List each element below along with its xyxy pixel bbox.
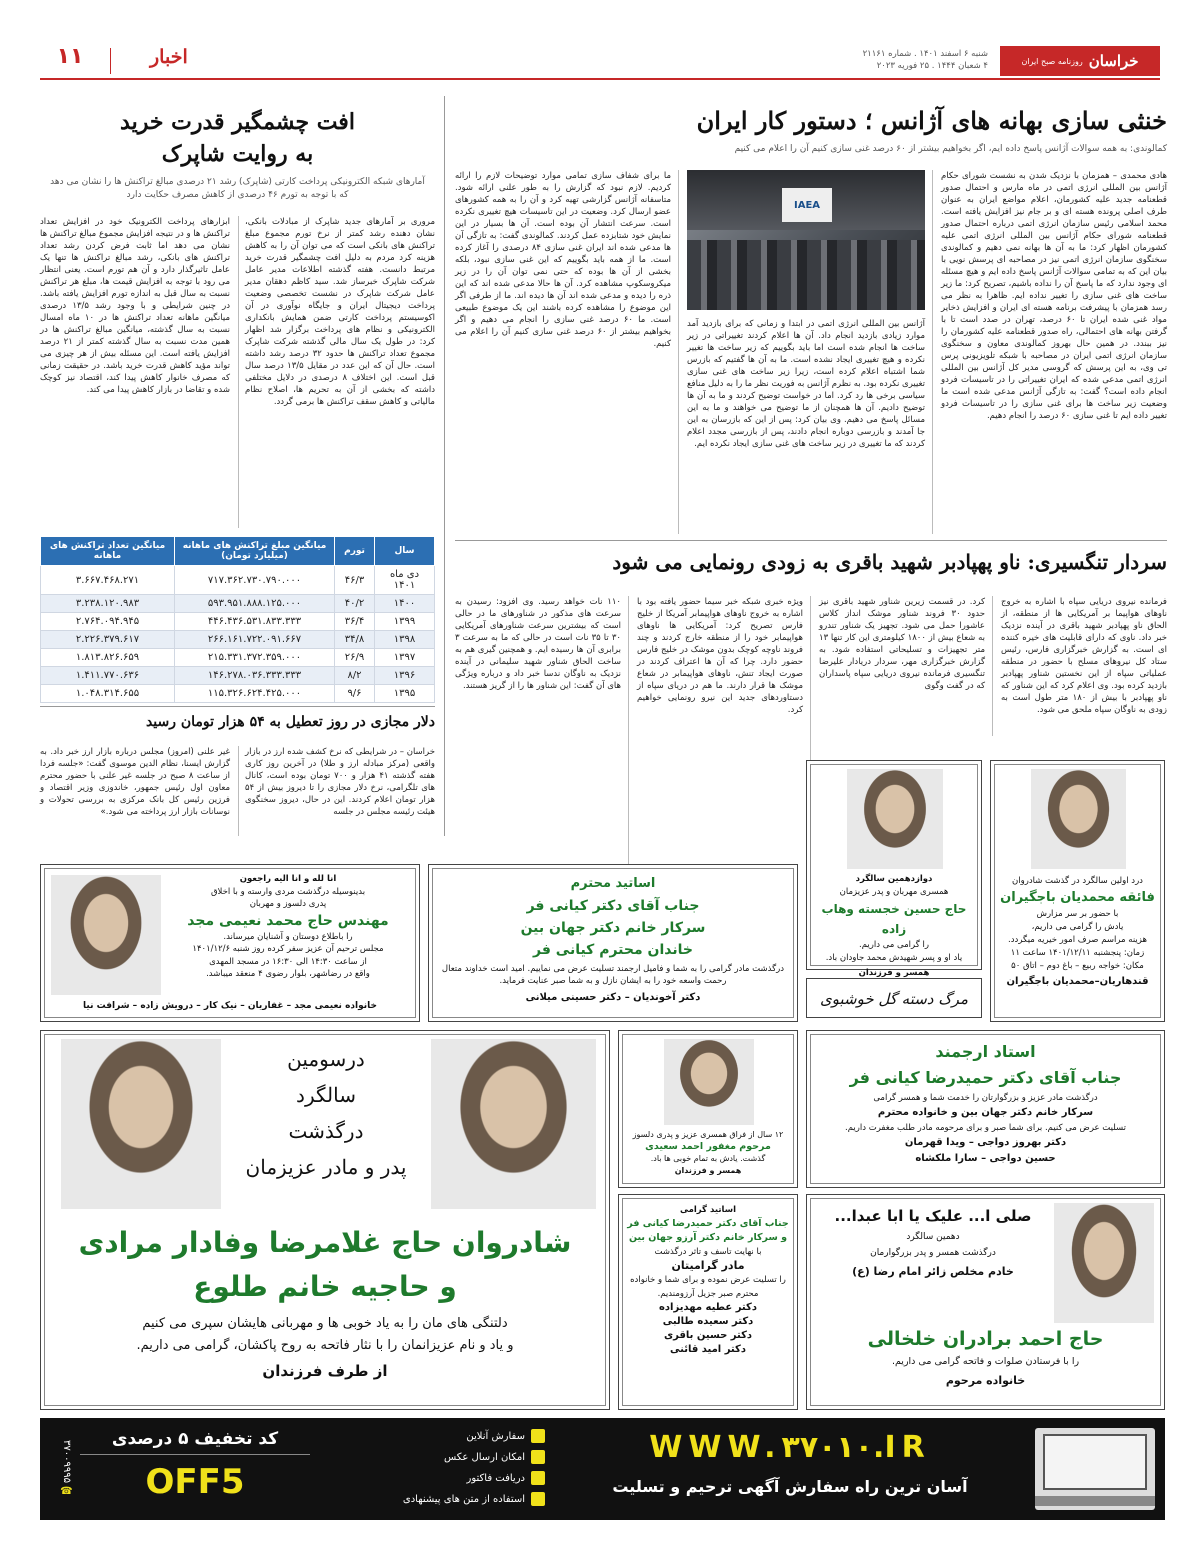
camera-icon	[531, 1450, 545, 1464]
portrait-photo	[847, 769, 943, 869]
portrait-photo	[431, 1039, 596, 1209]
notice-heading: استاد ارجمند	[935, 1042, 1036, 1061]
table-cell: ۴۶/۳	[335, 566, 375, 595]
notice-heading: اساتید گرامی	[679, 1205, 736, 1215]
phone-icon: ☎	[61, 1486, 72, 1498]
portrait-photo	[61, 1039, 221, 1209]
notice-name: مهندس حاج محمد نعیمی مجد	[187, 912, 389, 929]
notice-heading: اساتید محترم	[570, 876, 656, 891]
notice-text: درگذشت	[288, 1119, 364, 1143]
table-cell: ۱.۰۴۸.۳۱۴.۶۵۵	[41, 685, 175, 703]
anniversary-notice	[40, 1030, 610, 1410]
table-row	[41, 631, 435, 649]
table-cell: ۱۱۵.۳۲۶.۶۲۴.۴۲۵.۰۰۰	[175, 685, 335, 703]
table-cell: ۲.۲۲۶.۳۷۹.۶۱۷	[41, 631, 175, 649]
notice-name: و حاجیه خانم طلوع	[193, 1270, 457, 1303]
article-column: هادی محمدی – همزمان با نزدیک شدن به نشست شورای حکام آژانس بین المللی انرژی اتمی در ماه مارس و احتمال صدور قطعنامه جدید علیه کشورمان، اعلام مواضع ایران به عنوان طرف اصلی پرونده هسته ای و بر جام نیز افزایش یافته است. محمد اسلامی رئیس سازمان انرژی اتمی درباره احتمال صدور قطعنامه شورای حکام آژانس بین المللی انرژی اتمی علیه کشورمان اظهار کرد: ما به آن ها بهانه نمی دهیم و کمالوندی سخنگوی سازمان انرژی اتمی نیز در مصاحبه ای پرسش نویی با بیان این که به تمامی سوالات آژانس پاسخ داده ایم و هیچ مسئله ای وجود ندارد که ما پاسخ آن را نداده باشیم، تصریح کرد: ما زیر ساخت های غنی سازی را تغییر نداده ایم. ظاهرا به نظر می رسد همزمان با پیشرفت برنامه هسته ای ایران و افزایش ذخایر مواد غنی شده ایران تا ۶۰ درصد، تهران در صدد است تا با گرفتن بهانه های احتمالی، راه صدور قطعنامه علیه کشورمان را نیز ببندد. در همین حال بهروز کمالوندی معاون و سخنگوی سازمان انرژی اتمی ایران در مصاحبه با شبکه تلویزیونی پرس تی وی، به این پرسش که گروسی مدیر کل آژانس بین المللی انرژی اتمی مدعی شده که ایران تغییراتی را در تاسیسات فردو انجام داده است؟ گفت: به تازگی آژانس مدعی شده است ما وضعیت زیر ساخت ها برای غنی سازی را در تاسیسات فردو تغییر داده ایم تا غنی سازی ۶۰ درصد را انجام دهیم.	[941, 171, 1167, 421]
table-cell: ۳۶/۴	[335, 613, 375, 631]
stats-table-container	[40, 536, 435, 703]
table-cell: ۱۳۹۹	[375, 613, 435, 631]
table-cell: ۳.۶۶۷.۴۶۸.۲۷۱	[41, 566, 175, 595]
notice-text: زمان: پنجشنبه ۱۴۰۱/۱۲/۱۱ ساعت ۱۱	[1010, 948, 1145, 958]
article-title: سردار تنگسیری: ناو پهپادبر شهید باقری به زودی رونمایی می شود	[612, 550, 1167, 574]
table-cell: ۲۱۵.۳۳۱.۳۷۲.۳۵۹.۰۰۰	[175, 649, 335, 667]
table-cell: ۱۳۹۸	[375, 631, 435, 649]
issue-date-line2: ۴ شعبان ۱۴۴۴ . ۲۵ فوریه ۲۰۲۳	[876, 61, 988, 71]
notice-signature: خانواده نعیمی مجد – غفاریان – نیک کار – درویش زاده – شرافت نیا	[83, 1001, 377, 1011]
notice-text: سرکار خانم دکتر جهان بین و خانواده محترم	[877, 1107, 1094, 1118]
article-column: مروری بر آمارهای جدید شاپرک از مبادلات بانکی، نشان دهنده رشد کمتر از نرخ تورم مجموع مبلغ تراکنش های بانکی است که می توان آن را به کاهش هزینه کرد مردم به دلیل افت چشمگیر قدرت خرید مرتبط دانست. هفته گذشته اطلاعات مدیر عامل شرکت شاپرک خبرساز شد. سید کاظم دهقان مدیر عامل شرکت شاپرک در نشست تخصصی وضعیت پرداخت دیجیتال ایران و جایگاه نوآوری در آن اکوسیستم پرداخت کارتی ضمن همایش بانکداری الکترونیکی و نظام های پرداخت برگزار شد اظهار کرد: در طول یک سال مالی گذشته شرکت شاپرک مجموع تعداد تراکنش ها حدود ۳۲ درصد رشد داشته است. حال آن که این عدد در مقایل ۱۳/۵ درصد سال قبل است. این اختلاف ۸ درصدی در دلایل مختلفی داشته که بخشی از آن به تحریم ها، اصلاح نظام مالیاتی و کاهش سقف تراکنش ها برمی گردد.	[245, 217, 435, 407]
ad-tagline: آسان ترین راه سفارش آگهی ترحیم و تسلیت	[612, 1477, 968, 1496]
notice-signature: همسر و فرزندان	[674, 1166, 742, 1175]
table-cell: ۱.۸۱۳.۸۲۶.۶۵۹	[41, 649, 175, 667]
notice-text: تسلیت عرض می کنیم. برای شما صبر و برای مرحومه مادر طلب مغفرت داریم.	[845, 1123, 1126, 1133]
notice-text: پدری دلسوز و مهربان	[249, 899, 327, 909]
calligraphy-text: مرگ دسته گل خوشبوی	[806, 978, 982, 1018]
notice-signature: از طرف فرزندان	[262, 1362, 388, 1380]
notice-heading: صلی ا... علیک یا ابا عبدا...	[834, 1207, 1032, 1225]
notice-text: و یاد و نام عزیزانمان را با نثار فاتحه به روح پاکشان، گرامی می داریم.	[136, 1338, 514, 1353]
notice-text: مجلس ترحیم آن عزیز سفر کرده روز شنبه ۱۴۰۱/۱۲/۶	[192, 944, 384, 954]
table-cell: ۱۳۹۵	[375, 685, 435, 703]
article-title: دلار مجازی در روز تعطیل به ۵۴ هزار تومان رسید	[145, 714, 435, 730]
notice-text: پدر و مادر عزیزمان	[245, 1155, 407, 1179]
notice-text: را گرامی می داریم.	[859, 940, 929, 950]
table-row	[41, 566, 435, 595]
notice-name: حاج احمد برادران خلخالی	[867, 1328, 1104, 1350]
article-column: فرمانده نیروی دریایی سپاه با اشاره به خروج ناوهای هواپیما بر آمریکایی ها از منطقه، از الحاق ناو پهپادبر شهید باقری در آینده نزدیک خبر داد. ناوی که دارای قابلیت های خیره کننده ای است. به گزارش خبرگزاری فارس، رئیس ستاد کل نیروهای مسلح با حضور در منطقه عملیاتی سپاه از این نخستین شناور پهپادبر بازدید کرده بود. وی اعلام کرد که این شناور که ناو پهپادبر با بیش از ۱۸۰ متر طول است به زودی به ناوگان سپاه ملحق می شود.	[1001, 597, 1168, 715]
discount-box	[80, 1424, 310, 1514]
notice-text: دهمین سالگرد	[906, 1232, 960, 1242]
table-header: تورم	[335, 537, 375, 566]
notice-text: دوازدهمین سالگرد	[855, 874, 933, 884]
table-cell: ۲۶/۹	[335, 649, 375, 667]
brand-logo	[1000, 46, 1160, 76]
table-cell: ۱۴۶.۲۷۸.۰۳۶.۳۳۳.۳۳۳	[175, 667, 335, 685]
notice-name: فائقه محمدیان باجگیران	[1000, 890, 1155, 905]
notice-text: درگذشت همسر و پدر بزرگوارمان	[870, 1248, 996, 1258]
notice-text: درگذشت مادر گرامی را به شما و فامیل ارجمند تسلیت عرض می نماییم. امید است خداوند متعال رحمت واسعه خود را به ایشان نازل و به شما صبر عنایت فرماید.	[441, 964, 785, 986]
ad-feature-label: استفاده از متن های پیشنهادی	[402, 1494, 525, 1505]
notice-text: خادم مخلص زائر امام رضا (ع)	[852, 1265, 1014, 1278]
table-header: سال	[375, 537, 435, 566]
article-title	[40, 106, 435, 170]
ad-phone[interactable]	[46, 1426, 72, 1512]
portrait-photo	[1054, 1203, 1154, 1323]
ad-feature-item	[375, 1489, 545, 1510]
ad-phone-number: ۳۷۰۰۹۹۹۵	[61, 1440, 72, 1484]
notice-text: یادش را گرامی می داریم،	[1031, 922, 1124, 932]
article-column: آژانس بین المللی انرژی اتمی در ابتدا و زمانی که برای بازدید آمد موارد زیادی بازدید انجام داد. آن ها اعلام کردند تغییراتی در زیر ساخت ها انجام شده است اما باید بگوییم که زیر ساخت ها تغییر نکرده و هیچ تغییری ایجاد نشده است. ما به آن ها گفتیم که بازرس شما اشتباه اعلام کرده است، زیرا زیر ساخت های غنی سازی تغییری نکرده بود. به نظرم آژانس به فوریت نظر ما را به دلیل منافع سیاسی برخی ها رد کرد. اما در خواست توضیح کردند و ما به آن ها توضیح دادیم. آن ها همچنان از ما توضیح می خواهند و ما به این مسائل پاسخ می دهیم. وی بیان کرد: پس از این که بازرسان به این جا آمدند و بازرسی دوباره انجام دادند، پس از بازرسی مجدد اعلام کردند که ما تغییری در زیر ساخت های غنی سازی ایجاد نکرده ایم.	[687, 319, 925, 449]
notice-text: درگذشت مادر عزیز و بزرگوارتان را خدمت شما و همسر گرامی	[873, 1093, 1098, 1103]
ad-feature-label: سفارش آنلاین	[466, 1431, 525, 1442]
portrait-photo	[51, 875, 161, 995]
notice-text: مادر گرامیتان	[671, 1259, 745, 1272]
table-row	[41, 595, 435, 613]
notice-text: یاد او و پسر شهیدش محمد جاودان باد.	[825, 953, 963, 963]
condolence-notice	[990, 760, 1165, 1022]
notice-text: با نهایت تاسف و تاثر درگذشت	[654, 1247, 762, 1257]
notice-name: سرکار خانم دکتر جهان بین	[520, 920, 706, 936]
table-cell: ۱۳۹۷	[375, 649, 435, 667]
iaea-logo: IAEA	[782, 188, 832, 222]
discount-title: کد تخفیف ۵ درصدی	[80, 1424, 310, 1455]
table-row	[41, 649, 435, 667]
notice-text: دلتنگی های مان را به یاد خوبی ها و مهربانی هایشان سپری می کنیم	[142, 1316, 508, 1331]
notice-text: را با فرستادن صلوات و فاتحه گرامی می داریم.	[891, 1356, 1080, 1367]
cart-icon	[531, 1429, 545, 1443]
article-column: کرد. در قسمت زیرین شناور شهید باقری نیز حدود ۳۰ فروند شناور موشک انداز کلاس عاشورا حمل می شود. تجهیز یک شناور تندرو به شعاع بیش از ۱۸۰۰ کیلومتری این کار تنها ۱۳ متر تجهیزات و تسلیحاتی استفاده شود. به گزارش خبرگزاری مهر، سردار دریادار علیرضا تنگسیری فرمانده نیروی دریایی سپاه پاسداران که در گفت وگوی	[819, 597, 985, 691]
table-cell: ۸/۲	[335, 667, 375, 685]
article-column: غیر علنی (امروز) مجلس درباره بازار ارز خبر داد. به گزارش ایسنا، نظام الدین موسوی گفت: «جلسه فردا از ساعت ۸ صبح در جلسه غیر علنی با حضور محترم معاون اول رئیس جمهور، خاندوزی وزیر اقتصاد و فرزین رئیس کل بانک مرکزی به بررسی تحولات و نوسانات بازار ارز پرداخته می شود.»	[40, 747, 230, 817]
notice-text: را تسلیت عرض نموده و برای شما و خانواده محترم صبر جزیل آرزومندیم.	[630, 1275, 786, 1299]
table-cell: ۳۴/۸	[335, 631, 375, 649]
notice-text: درسومین	[287, 1047, 365, 1071]
article-column: خراسان – در شرایطی که نرخ کشف شده ارز در بازار واقعی (مرکز مبادله ارز و طلا) در آخرین روز کاری هفته گذشته ۴۱ هزار و ۷۰۰ تومان بوده است، کانال های تلگرامی، نرخ دلار مجازی را تا دیروز بیش از ۵۴ هزار تومان اعلام کردند. این در حال، دیروز سخنگوی هیئت رئیسه مجلس در جلسه	[245, 747, 435, 817]
notice-name: و سرکار خانم دکتر آرزو جهان بین	[628, 1232, 788, 1243]
article-column: ویژه خبری شبکه خبر سیما حضور یافته بود با اشاره به خروج ناوهای هواپیمابر آمریکا از خلیج فارس تصریح کرد: آمریکایی ها ناوهای هواپیمابر خود را از منطقه خارج کردند و چند فروند ناوچه کوچک بدون موشک در خلیج فارس حضور دارد. چرا که آن ها اعتراف کردند در صورت ایجاد تنش، ناوهای هواپیمابر در شعاع موشک ها قرار دارند. ما هم در دریای سپاه از دستاوردهای جدید این نیرو رونمایی خواهیم کرد.	[637, 597, 803, 715]
condolence-notice	[428, 864, 798, 1022]
table-cell: ۱.۴۱۱.۷۷۰.۶۳۶	[41, 667, 175, 685]
table-row	[41, 685, 435, 703]
invoice-icon	[531, 1471, 545, 1485]
notice-text: بدینوسیله درگذشت مردی وارسته و با اخلاق	[210, 886, 366, 897]
notice-text: هزینه مراسم صرف امور خیریه میگردد.	[1008, 935, 1147, 945]
anniversary-notice	[806, 1194, 1165, 1410]
section-label: اخبار	[150, 46, 188, 68]
notice-signature: حسین دواجی – سارا ملکشاه	[915, 1153, 1056, 1164]
notice-name: حاج حسین خجسته وهاب زاده	[821, 902, 967, 936]
discount-code: OFF5	[145, 1462, 245, 1502]
notice-text: درد اولین سالگرد در گذشت شادروان	[1012, 876, 1143, 886]
notice-signature: دکتر عطیه مهدیزاده	[659, 1302, 757, 1313]
ad-feature-item	[375, 1447, 545, 1468]
notice-name: خاندان محترم کیانی فر	[533, 942, 693, 958]
condolence-notice	[806, 760, 982, 978]
table-cell: ۵۹۳.۹۵۱.۸۸۸.۱۲۵.۰۰۰	[175, 595, 335, 613]
brand-subtitle: روزنامه صبح ایران	[1021, 56, 1083, 66]
brand-name: خراسان	[1088, 52, 1139, 70]
notice-text: گذشت. یادش به تمام خوبی ها باد.	[650, 1154, 766, 1163]
notice-text: مکان: خواجه ربیع – باغ دوم – اتاق ۵۰	[1011, 961, 1144, 971]
condolence-notice	[618, 1194, 798, 1410]
notice-text: از ساعت ۱۴:۳۰ الی ۱۶:۳۰ در مسجد المهدی	[209, 956, 367, 967]
notice-signature: دکتر حسین باقری	[663, 1330, 753, 1341]
notice-name: جناب آقای دکتر کیانی فر	[526, 898, 700, 914]
ad-url[interactable]: WWW.۳۷۰۱۰.IR	[649, 1430, 931, 1465]
notice-text: سالگرد	[296, 1083, 356, 1107]
ad-feature-label: دریافت فاکتور	[466, 1473, 525, 1484]
article-lead: کمالوندی: به همه سوالات آژانس پاسخ داده ایم، اگر بخواهیم بیشتر از ۶۰ درصد غنی سازی کنیم آن را اعلام می کنیم	[734, 144, 1167, 154]
article-lead: آمارهای شبکه الکترونیکی پرداخت کارتی (شاپرک) رشد ۲۱ درصدی مبالغ تراکنش ها را نشان می دهد که با توجه به تورم ۴۶ درصدی از کاهش مصرف حکایت دارد	[50, 177, 425, 200]
notice-signature: دکتر آخوندیان – دکتر حسینی میلانی	[525, 992, 701, 1003]
table-row	[41, 667, 435, 685]
table-cell: ۱۴۰۰	[375, 595, 435, 613]
article-purchasing	[40, 96, 435, 699]
condolence-notice	[40, 864, 420, 1022]
portrait-photo	[1031, 769, 1126, 869]
article-column: ابزارهای پرداخت الکترونیک خود در افزایش تعداد تراکنش ها و در نتیجه افزایش مجموع مبالغ تراکنش ها نشان می دهد اما ثابت فرض کردن رشد تعداد تراکنش های بانکی، رشد مبالغ تراکنش ها تنها یک عامل تاثیرگذار دارد و آن هم تورم است. یعنی انتظار می رود با توجه به افزایش قیمت ها، مبلغ هر تراکنش نسبت به سال قبل به اندازه تورم افزایش یافته باشد. در چنین شرایطی و با وجود رشد ۱۳/۵ درصدی میانگین ماهانه تعداد تراکنش ها در ۱۰ ماه امسال نسبت به سال گذشته، میانگین مبالغ تراکنش ها در همین مدت نسبت به سال گذشته کمتر از ۲۱ درصد افزایش یافته است. این مسئله بیش از هر چیزی می تواند مؤید کاهش قدرت خرید باشد. در حقیقت زمانی که مصرف خانوار کاهش پیدا کند، اقتصاد نیز کوچک شده و تقاضا در بازار کاهش پیدا می کند.	[40, 217, 230, 395]
portrait-photo	[664, 1039, 754, 1125]
table-cell: ۷۱۷.۳۶۲.۷۳۰.۷۹۰.۰۰۰	[175, 566, 335, 595]
notice-signature: دکتر بهروز دواجی – ویدا قهرمان	[904, 1137, 1067, 1148]
issue-date	[863, 48, 988, 72]
notice-name: جناب آقای دکتر حمیدرضا کیانی فر	[849, 1068, 1122, 1087]
issue-date-line1: شنبه ۶ اسفند ۱۴۰۱ . شماره ۲۱۱۶۱	[862, 49, 988, 59]
notice-heading: انا لله و انا الیه راجعون	[239, 874, 337, 884]
condolence-notice	[618, 1030, 798, 1188]
notice-name: مرحوم مغفور احمد سعیدی	[645, 1141, 771, 1152]
laptop-graphic	[1035, 1428, 1155, 1510]
notice-text: را باطلاع دوستان و آشنایان میرساند.	[223, 931, 353, 942]
condolence-notice	[806, 1030, 1165, 1188]
table-cell: ۲۶۶.۱۶۱.۷۲۲.۰۹۱.۶۶۷	[175, 631, 335, 649]
notice-signature: دکتر امید قائنی	[670, 1344, 746, 1355]
notice-text: ۱۲ سال از فراق همسری عزیز و پدری دلسوز	[632, 1130, 784, 1139]
table-cell: ۴۰/۲	[335, 595, 375, 613]
table-header: میانگین تعداد تراکنش های ماهانه	[41, 537, 175, 566]
title-line2: به روایت شاپرک	[161, 141, 314, 167]
article-column: ما برای شفاف سازی تمامی موارد توضیحات لازم را ارائه کردیم. لازم نبود که گزارش را به طور علنی ارائه شود. متاسفانه آژانس گزارشی تهیه کرد و آن را به همه کشورهای عضو ارسال کرد. وضعیت در این تاسیسات هیچ تغییری نکرده است. سرعت انتشار آن بوده است. آن ها بسیار در این نمایش خود شتابزده عمل کردند. کمالوندی گفت: به تازگی آن ها مدعی شده اند ایران غنی سازی ۸۴ درصدی را آغاز کرده است. ما از همه باید بگوییم که این غنی سازی نبود، بلکه بخشی از آن ها بوده که حتی نمی توان آن را در زیر میکروسکوپ مشاهده کرد. آن ها حالا مدعی شده اند که این ذره را دیده و مدعی شده اند آن ها دیده اند. ما از طرفی اگر این موضوع را مشاهده کرده باشند این یک موضوع طبیعی است. ما ۶۰ درصد غنی سازی را انجام می دهیم و اگر بخواهیم بیشتر از ۶۰ درصد غنی سازی کنیم آن را اعلام می کنیم.	[455, 171, 671, 349]
ad-feature-item	[375, 1468, 545, 1489]
ad-feature-item	[375, 1426, 545, 1447]
stats-table	[40, 536, 435, 703]
table-row	[41, 613, 435, 631]
notice-text: همسری مهربان و پدر عزیزمان	[839, 887, 949, 897]
notice-signature: همسر و فرزندان	[858, 968, 930, 978]
table-cell: ۱۳۹۶	[375, 667, 435, 685]
masthead-divider	[110, 48, 111, 74]
article-title: خنثی سازی بهانه های آژانس ؛ دستور کار ایران	[696, 106, 1167, 135]
ad-feature-label: امکان ارسال عکس	[444, 1452, 525, 1463]
notice-name: جناب آقای دکتر حمیدرضا کیانی فر	[627, 1218, 789, 1229]
article-iaea	[455, 96, 1167, 536]
article-dollar	[40, 712, 435, 838]
table-cell: ۹/۶	[335, 685, 375, 703]
notice-text: با حضور بر سر مزارش	[1036, 909, 1119, 919]
table-cell: دی ماه ۱۴۰۱	[375, 566, 435, 595]
text-icon	[531, 1492, 545, 1506]
notice-signature: قندهاریان–محمدیان باجگیران	[1006, 976, 1149, 987]
notice-signature: خانواده مرحوم	[945, 1374, 1026, 1387]
ad-banner	[40, 1418, 1165, 1520]
ad-features	[375, 1426, 545, 1510]
notice-text: واقع در رضاشهر، بلوار رضوی ۴ منعقد میباشد.	[206, 969, 370, 979]
table-cell: ۲.۷۶۴.۰۹۴.۹۴۵	[41, 613, 175, 631]
title-line1: افت چشمگیر قدرت خرید	[120, 109, 355, 135]
table-header: میانگین مبلغ تراکنش های ماهانه (میلیارد تومان)	[175, 537, 335, 566]
table-cell: ۴۴۶.۴۳۶.۵۳۱.۸۳۳.۳۳۳	[175, 613, 335, 631]
masthead	[40, 42, 1160, 80]
notice-name: شادروان حاج غلامرضا وفادار مرادی	[78, 1226, 572, 1259]
notice-signature: دکتر سعیده طالبی	[662, 1316, 754, 1327]
table-cell: ۳.۲۳۸.۱۲۰.۹۸۳	[41, 595, 175, 613]
iaea-photo	[687, 170, 925, 310]
page-number: ۱۱	[56, 44, 84, 69]
article-column: ۱۱۰ نات خواهد رسید. وی افزود: رسیدن به سرعت های مذکور در شناورهای ما در حالی است که بیشترین سرعت شناورهای آمریکایی ۳۰ تا ۳۵ نات است در حالی که ما به سرعت ۳ برابری آن ها رسیده ایم. و همچنین گیری هم به ساخت الحاق شناور شهید سلیمانی در آینده نزدیک به ناوگان ندسا خبر داد و درباره ویژگی های آن گفت: این شناور ها را از گریز هستند.	[455, 597, 621, 691]
